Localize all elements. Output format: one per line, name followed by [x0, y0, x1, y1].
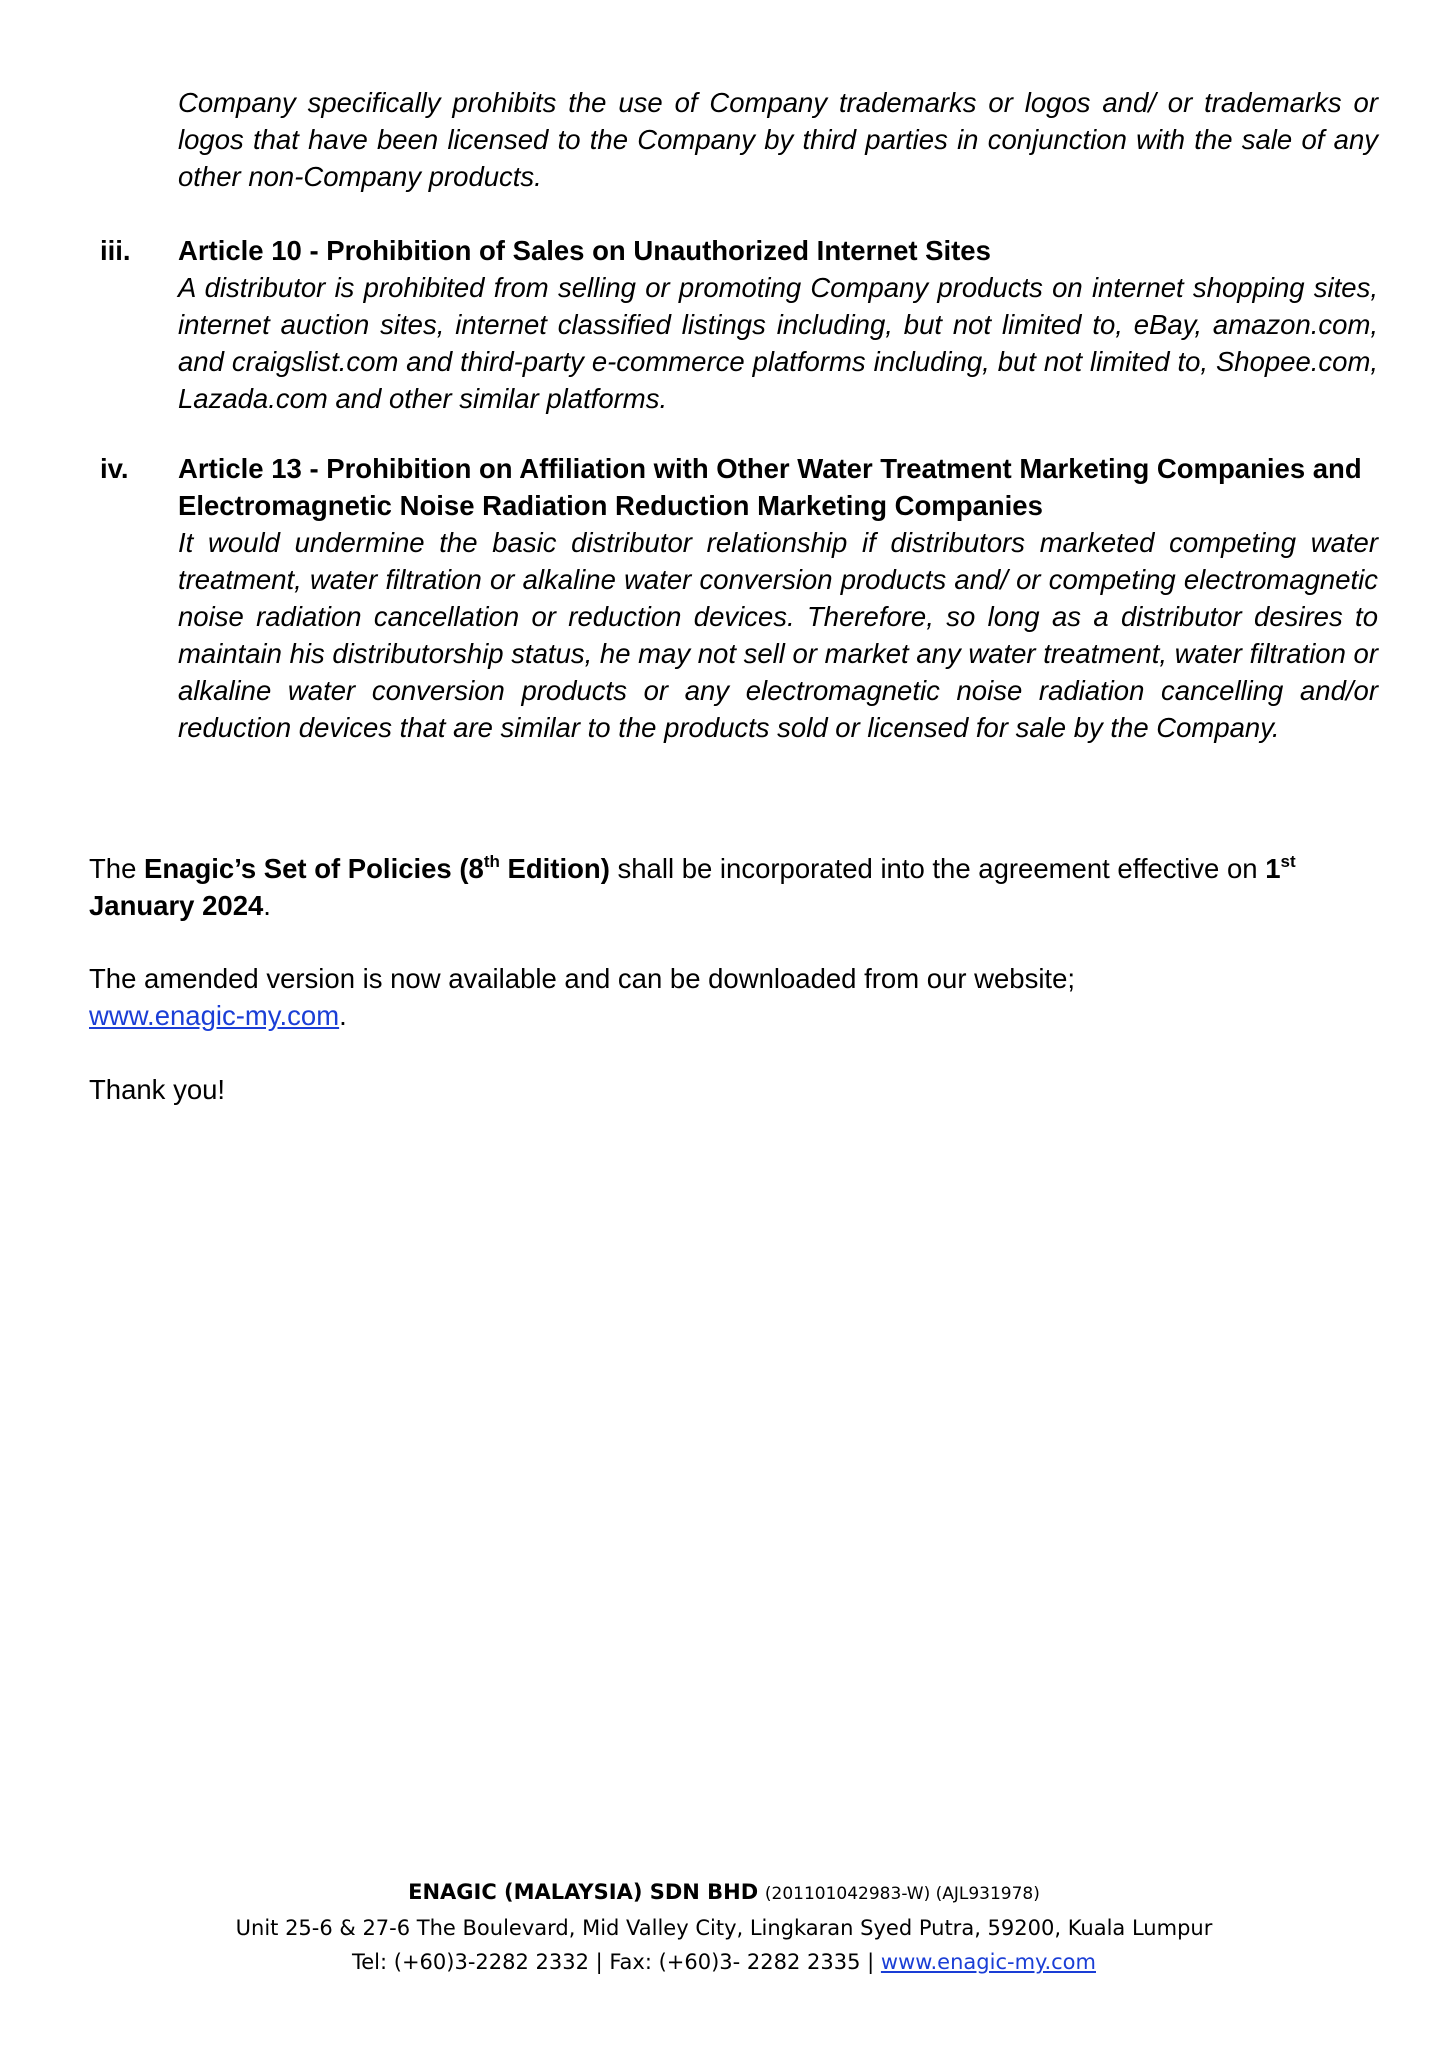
article-body: It would undermine the basic distributor relationship if distributors marketed competing water treatment, water filtration or alkaline water conversion products and/ or competing electromagnetic noise radiation cancellation or reduction devices. Therefore, so long as a distributor desires to maintain his distributorship status, he may not sell or market any water treatment, water filtration or alkaline water conversion products or any electromagnetic noise radiation cancelling and/or reduction devices that are similar to the products sold or licensed for sale by the Company.	[178, 527, 1378, 743]
website-link[interactable]: www.enagic-my.com	[89, 1000, 340, 1031]
article-number: iv.	[100, 453, 129, 484]
amended-paragraph: The amended version is now available and can be downloaded from our website; www.enagic-my.com.	[89, 963, 1076, 1031]
footer-contact-line: Tel: (+60)3-2282 2332 | Fax: (+60)3- 2282 2335 | www.enagic-my.com	[352, 1950, 1096, 1974]
company-name: ENAGIC (MALAYSIA) SDN BHD	[408, 1880, 759, 1904]
article-body: A distributor is prohibited from selling or promoting Company products on internet shopping sites, internet auction sites, internet classified listings including, but not limited to, eBay, amazon.com, and craigslist.com and third-party e-commerce platforms including, but not limited to, Shopee.com, Lazada.com and other similar platforms.	[178, 272, 1378, 414]
continuation-paragraph: Company specifically prohibits the use of Company trademarks or logos and/ or trademarks or logos that have been licensed to the Company by third parties in conjunction with the sale of any other non-Company products.	[178, 87, 1378, 192]
company-registration: (201101042983-W) (AJL931978)	[764, 1884, 1040, 1904]
effective-date: 1st January 2024	[89, 852, 1296, 921]
article-title: Article 13 - Prohibition on Affiliation with Other Water Treatment Marketing Companies and Electromagnetic Noise Radiation Reduction Marketing Companies	[178, 453, 1362, 521]
policy-paragraph: The Enagic’s Set of Policies (8th Edition) shall be incorporated into the agreement effective on 1st January 2024.	[89, 852, 1296, 921]
footer-company-line	[0, 1875, 1448, 1911]
letterhead-footer	[0, 1875, 1448, 1979]
closing-text: Thank you!	[89, 1074, 226, 1105]
policy-name: Enagic’s Set of Policies (8th Edition)	[144, 852, 610, 884]
article-title: Article 10 - Prohibition of Sales on Unauthorized Internet Sites	[178, 235, 991, 266]
footer-website-link[interactable]: www.enagic-my.com	[880, 1950, 1096, 1974]
company-address: Unit 25-6 & 27-6 The Boulevard, Mid Valley City, Lingkaran Syed Putra, 59200, Kuala Lumpur	[235, 1916, 1213, 1940]
article-number: iii.	[100, 235, 131, 266]
